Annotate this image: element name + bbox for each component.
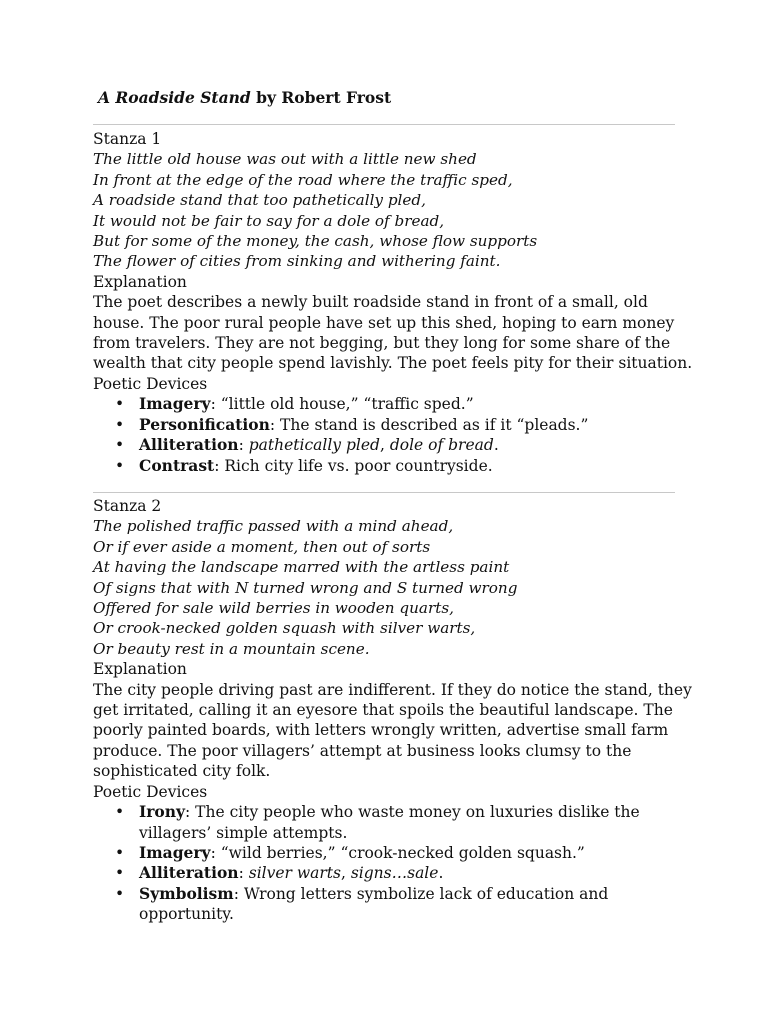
verse-line: It would not be fair to say for a dole of bread,	[93, 211, 445, 230]
device-term: Alliteration	[139, 863, 239, 883]
devices-list	[93, 394, 683, 476]
explanation-line: produce. The poor villagers’ attempt at business looks clumsy to the	[93, 741, 632, 760]
stanza-heading: Stanza 2	[93, 497, 162, 515]
bullet-icon: •	[115, 884, 125, 903]
explanation-line: get irritated, calling it an eyesore that spoils the beautiful landscape. The	[93, 701, 673, 720]
explanation-line: The poet describes a newly built roadside stand in front of a small, old	[93, 293, 648, 312]
explanation-heading: Explanation	[93, 660, 187, 679]
device-item	[93, 843, 683, 863]
device-text: : The city people who waste money on luxuries dislike the	[185, 803, 640, 822]
device-term: Imagery	[139, 842, 211, 862]
divider	[93, 124, 675, 125]
device-text-continued: opportunity.	[139, 905, 234, 924]
device-text: : The stand is described as if it “pleads.”	[269, 415, 589, 434]
bullet-icon: •	[115, 415, 125, 434]
verse-line: Or if ever aside a moment, then out of sorts	[93, 537, 431, 556]
verse-line: Or beauty rest in a mountain scene.	[93, 639, 370, 658]
device-text: : Rich city life vs. poor countryside.	[214, 456, 493, 475]
verse-line: Of signs that with N turned wrong and S turned wrong	[93, 578, 518, 597]
device-text: :	[238, 864, 249, 883]
stanza-heading: Stanza 1	[93, 130, 162, 148]
device-text: : Wrong letters symbolize lack of education and	[233, 884, 609, 903]
device-term: Contrast	[139, 455, 215, 475]
devices-list	[93, 802, 683, 924]
bullet-icon: •	[115, 436, 125, 455]
verse-line: But for some of the money, the cash, whose flow supports	[93, 232, 538, 251]
verse-line: At having the landscape marred with the artless paint	[93, 558, 510, 577]
device-example: silver warts	[248, 864, 341, 883]
explanation-line: poorly painted boards, with letters wrongly written, advertise small farm	[93, 721, 669, 740]
device-text: : “wild berries,” “crook-necked golden squash.”	[210, 843, 585, 862]
verse-line: The little old house was out with a little new shed	[93, 150, 477, 169]
device-item	[93, 456, 683, 476]
stanza-verse	[93, 149, 683, 271]
device-text: ,	[340, 864, 351, 883]
device-item	[93, 863, 683, 883]
verse-line: A roadside stand that too pathetically pled,	[93, 191, 426, 210]
device-term: Personification	[139, 414, 270, 434]
explanation-text	[93, 680, 692, 782]
verse-line: Or crook-necked golden squash with silver warts,	[93, 619, 476, 638]
device-text: .	[493, 436, 499, 455]
bullet-icon: •	[115, 803, 125, 822]
explanation-line: The city people driving past are indifferent. If they do notice the stand, they	[93, 680, 692, 699]
explanation-heading: Explanation	[93, 272, 187, 291]
device-text: ,	[379, 436, 390, 455]
verse-line: The flower of cities from sinking and withering faint.	[93, 252, 501, 271]
stanza-verse	[93, 516, 683, 659]
explanation-line: from travelers. They are not begging, but they long for some share of the	[93, 334, 671, 353]
poem-author: by Robert Frost	[250, 88, 392, 107]
explanation-line: sophisticated city folk.	[93, 762, 271, 781]
bullet-icon: •	[115, 456, 125, 475]
device-item	[93, 435, 683, 455]
device-example: pathetically pled	[248, 436, 380, 455]
explanation-text	[93, 292, 693, 374]
device-example: signs…sale	[350, 864, 439, 883]
poem-title: A Roadside Stand	[98, 88, 251, 107]
verse-line: The polished traffic passed with a mind ahead,	[93, 517, 454, 536]
divider	[93, 492, 675, 493]
device-term: Symbolism	[139, 883, 234, 903]
device-item	[93, 884, 683, 925]
devices-heading: Poetic Devices	[93, 782, 208, 801]
bullet-icon: •	[115, 395, 125, 414]
device-item	[93, 394, 683, 414]
device-item	[93, 802, 683, 843]
device-text: :	[238, 436, 249, 455]
bullet-icon: •	[115, 843, 125, 862]
device-text: : “little old house,” “traffic sped.”	[210, 395, 474, 414]
explanation-line: house. The poor rural people have set up this shed, hoping to earn money	[93, 313, 675, 332]
device-example: dole of bread	[389, 436, 494, 455]
verse-line: In front at the edge of the road where the traffic sped,	[93, 170, 513, 189]
devices-heading: Poetic Devices	[93, 374, 208, 393]
device-text: .	[438, 864, 444, 883]
device-text-continued: villagers’ simple attempts.	[139, 823, 348, 842]
explanation-line: wealth that city people spend lavishly. The poet feels pity for their situation.	[93, 354, 693, 373]
device-term: Alliteration	[139, 435, 239, 455]
verse-line: Offered for sale wild berries in wooden quarts,	[93, 599, 454, 618]
device-term: Imagery	[139, 394, 211, 414]
device-item	[93, 415, 683, 435]
stanza-section	[93, 496, 692, 925]
stanza-section	[93, 129, 693, 476]
device-term: Irony	[139, 802, 186, 822]
bullet-icon: •	[115, 864, 125, 883]
document-title	[98, 86, 391, 110]
